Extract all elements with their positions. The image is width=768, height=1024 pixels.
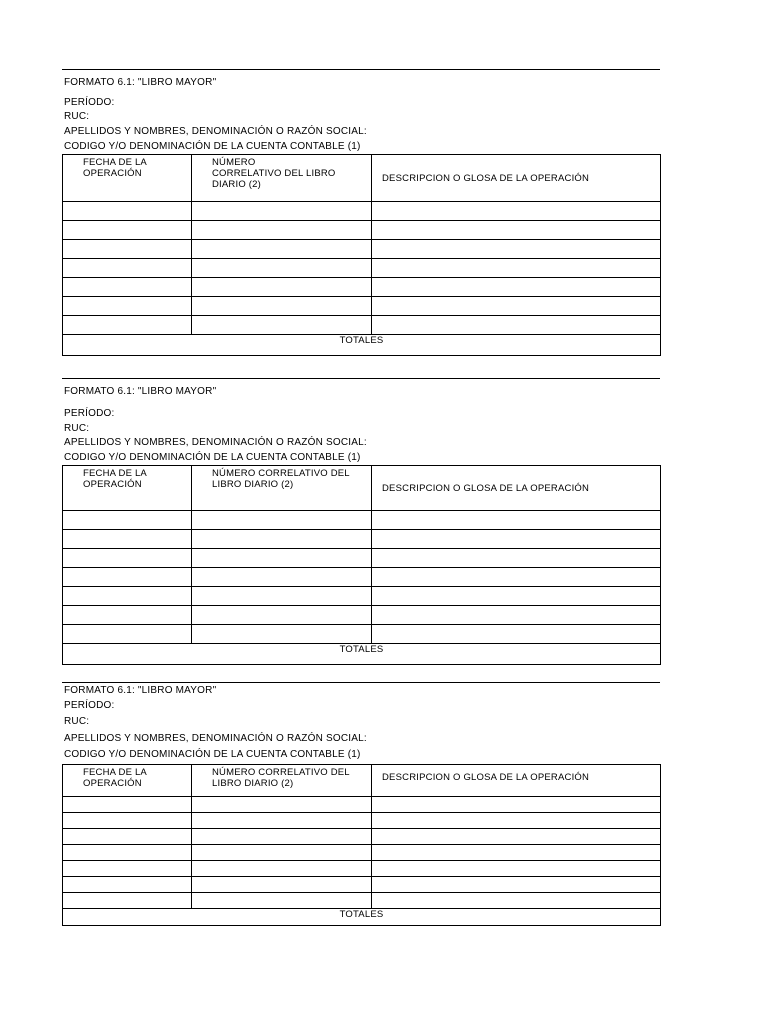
descripcion-cell[interactable] [372, 202, 661, 221]
descripcion-cell[interactable] [372, 797, 661, 813]
table-row [63, 530, 661, 549]
col-header-fecha: FECHA DE LA OPERACIÓN [63, 466, 192, 511]
fecha-cell[interactable] [63, 530, 192, 549]
descripcion-cell[interactable] [372, 587, 661, 606]
razon-social-label: APELLIDOS Y NOMBRES, DENOMINACIÓN O RAZÓN SOCIAL: [64, 437, 367, 448]
cuenta-contable-label: CODIGO Y/O DENOMINACIÓN DE LA CUENTA CONTABLE (1) [64, 452, 361, 463]
descripcion-cell[interactable] [372, 297, 661, 316]
table-row [63, 278, 661, 297]
razon-social-label: APELLIDOS Y NOMBRES, DENOMINACIÓN O RAZÓN SOCIAL: [64, 733, 367, 744]
fecha-cell[interactable] [63, 316, 192, 335]
razon-social-label: APELLIDOS Y NOMBRES, DENOMINACIÓN O RAZÓN SOCIAL: [64, 126, 367, 137]
totals-row [63, 644, 661, 665]
descripcion-cell[interactable] [372, 549, 661, 568]
numero-cell[interactable] [192, 549, 372, 568]
table-row [63, 221, 661, 240]
table-row [63, 259, 661, 278]
numero-cell[interactable] [192, 202, 372, 221]
numero-cell[interactable] [192, 861, 372, 877]
descripcion-cell[interactable] [372, 221, 661, 240]
periodo-label: PERÍODO: [64, 97, 115, 108]
descripcion-cell[interactable] [372, 813, 661, 829]
ledger-table [62, 154, 661, 356]
numero-cell[interactable] [192, 240, 372, 259]
table-header-row [63, 765, 661, 797]
descripcion-cell[interactable] [372, 829, 661, 845]
fecha-cell[interactable] [63, 893, 192, 909]
totales-label: TOTALES [63, 909, 661, 926]
fecha-cell[interactable] [63, 549, 192, 568]
ruc-label: RUC: [64, 716, 90, 727]
numero-cell[interactable] [192, 797, 372, 813]
table-row [63, 568, 661, 587]
descripcion-cell[interactable] [372, 845, 661, 861]
table-row [63, 893, 661, 909]
descripcion-cell[interactable] [372, 316, 661, 335]
table-row [63, 606, 661, 625]
fecha-cell[interactable] [63, 511, 192, 530]
table-row [63, 297, 661, 316]
fecha-cell[interactable] [63, 845, 192, 861]
table-row [63, 587, 661, 606]
table-row [63, 549, 661, 568]
table-row [63, 240, 661, 259]
col-header-descripcion: DESCRIPCION O GLOSA DE LA OPERACIÓN [372, 155, 661, 202]
col-header-descripcion: DESCRIPCION O GLOSA DE LA OPERACIÓN [372, 765, 661, 797]
fecha-cell[interactable] [63, 587, 192, 606]
numero-cell[interactable] [192, 530, 372, 549]
fecha-cell[interactable] [63, 625, 192, 644]
fecha-cell[interactable] [63, 813, 192, 829]
numero-cell[interactable] [192, 259, 372, 278]
totales-label: TOTALES [63, 335, 661, 356]
fecha-cell[interactable] [63, 829, 192, 845]
fecha-cell[interactable] [63, 221, 192, 240]
numero-cell[interactable] [192, 625, 372, 644]
numero-cell[interactable] [192, 278, 372, 297]
numero-cell[interactable] [192, 893, 372, 909]
libro-mayor-form-3 [62, 682, 660, 920]
descripcion-cell[interactable] [372, 877, 661, 893]
totals-row [63, 335, 661, 356]
ruc-label: RUC: [64, 423, 90, 434]
descripcion-cell[interactable] [372, 530, 661, 549]
col-header-numero: NÚMERO CORRELATIVO DEL LIBRO DIARIO (2) [192, 765, 372, 797]
form-top-rule [62, 378, 660, 379]
descripcion-cell[interactable] [372, 893, 661, 909]
fecha-cell[interactable] [63, 202, 192, 221]
formato-title: FORMATO 6.1: "LIBRO MAYOR" [64, 77, 217, 88]
col-header-fecha: FECHA DE LA OPERACIÓN [63, 155, 192, 202]
periodo-label: PERÍODO: [64, 700, 115, 711]
table-row [63, 813, 661, 829]
numero-cell[interactable] [192, 587, 372, 606]
formato-title: FORMATO 6.1: "LIBRO MAYOR" [64, 685, 217, 696]
ledger-table [62, 465, 661, 665]
descripcion-cell[interactable] [372, 625, 661, 644]
totales-label: TOTALES [63, 644, 661, 665]
table-row [63, 797, 661, 813]
fecha-cell[interactable] [63, 861, 192, 877]
numero-cell[interactable] [192, 829, 372, 845]
ruc-label: RUC: [64, 111, 90, 122]
totals-row [63, 909, 661, 926]
descripcion-cell[interactable] [372, 511, 661, 530]
numero-cell[interactable] [192, 511, 372, 530]
numero-cell[interactable] [192, 297, 372, 316]
col-header-numero: NÚMERO CORRELATIVO DEL LIBRO DIARIO (2) [192, 466, 372, 511]
table-row [63, 829, 661, 845]
numero-cell[interactable] [192, 568, 372, 587]
fecha-cell[interactable] [63, 278, 192, 297]
fecha-cell[interactable] [63, 240, 192, 259]
descripcion-cell[interactable] [372, 240, 661, 259]
table-row [63, 202, 661, 221]
descripcion-cell[interactable] [372, 568, 661, 587]
fecha-cell[interactable] [63, 797, 192, 813]
table-header-row [63, 155, 661, 202]
numero-cell[interactable] [192, 813, 372, 829]
numero-cell[interactable] [192, 877, 372, 893]
fecha-cell[interactable] [63, 297, 192, 316]
numero-cell[interactable] [192, 316, 372, 335]
table-row [63, 625, 661, 644]
fecha-cell[interactable] [63, 606, 192, 625]
table-row [63, 511, 661, 530]
col-header-numero: NÚMERO CORRELATIVO DEL LIBRO DIARIO (2) [192, 155, 372, 202]
table-row [63, 877, 661, 893]
form-top-rule [62, 682, 660, 683]
fecha-cell[interactable] [63, 259, 192, 278]
libro-mayor-form-2 [62, 378, 660, 655]
ledger-table [62, 764, 661, 926]
form-top-rule [62, 69, 660, 70]
fecha-cell[interactable] [63, 568, 192, 587]
table-row [63, 861, 661, 877]
libro-mayor-form-1 [62, 69, 660, 346]
numero-cell[interactable] [192, 606, 372, 625]
descripcion-cell[interactable] [372, 861, 661, 877]
numero-cell[interactable] [192, 221, 372, 240]
numero-cell[interactable] [192, 845, 372, 861]
fecha-cell[interactable] [63, 877, 192, 893]
cuenta-contable-label: CODIGO Y/O DENOMINACIÓN DE LA CUENTA CONTABLE (1) [64, 749, 361, 760]
periodo-label: PERÍODO: [64, 408, 115, 419]
table-row [63, 316, 661, 335]
descripcion-cell[interactable] [372, 259, 661, 278]
table-row [63, 845, 661, 861]
cuenta-contable-label: CODIGO Y/O DENOMINACIÓN DE LA CUENTA CONTABLE (1) [64, 141, 361, 152]
col-header-fecha: FECHA DE LA OPERACIÓN [63, 765, 192, 797]
descripcion-cell[interactable] [372, 278, 661, 297]
descripcion-cell[interactable] [372, 606, 661, 625]
formato-title: FORMATO 6.1: "LIBRO MAYOR" [64, 386, 217, 397]
table-header-row [63, 466, 661, 511]
col-header-descripcion: DESCRIPCION O GLOSA DE LA OPERACIÓN [372, 466, 661, 511]
